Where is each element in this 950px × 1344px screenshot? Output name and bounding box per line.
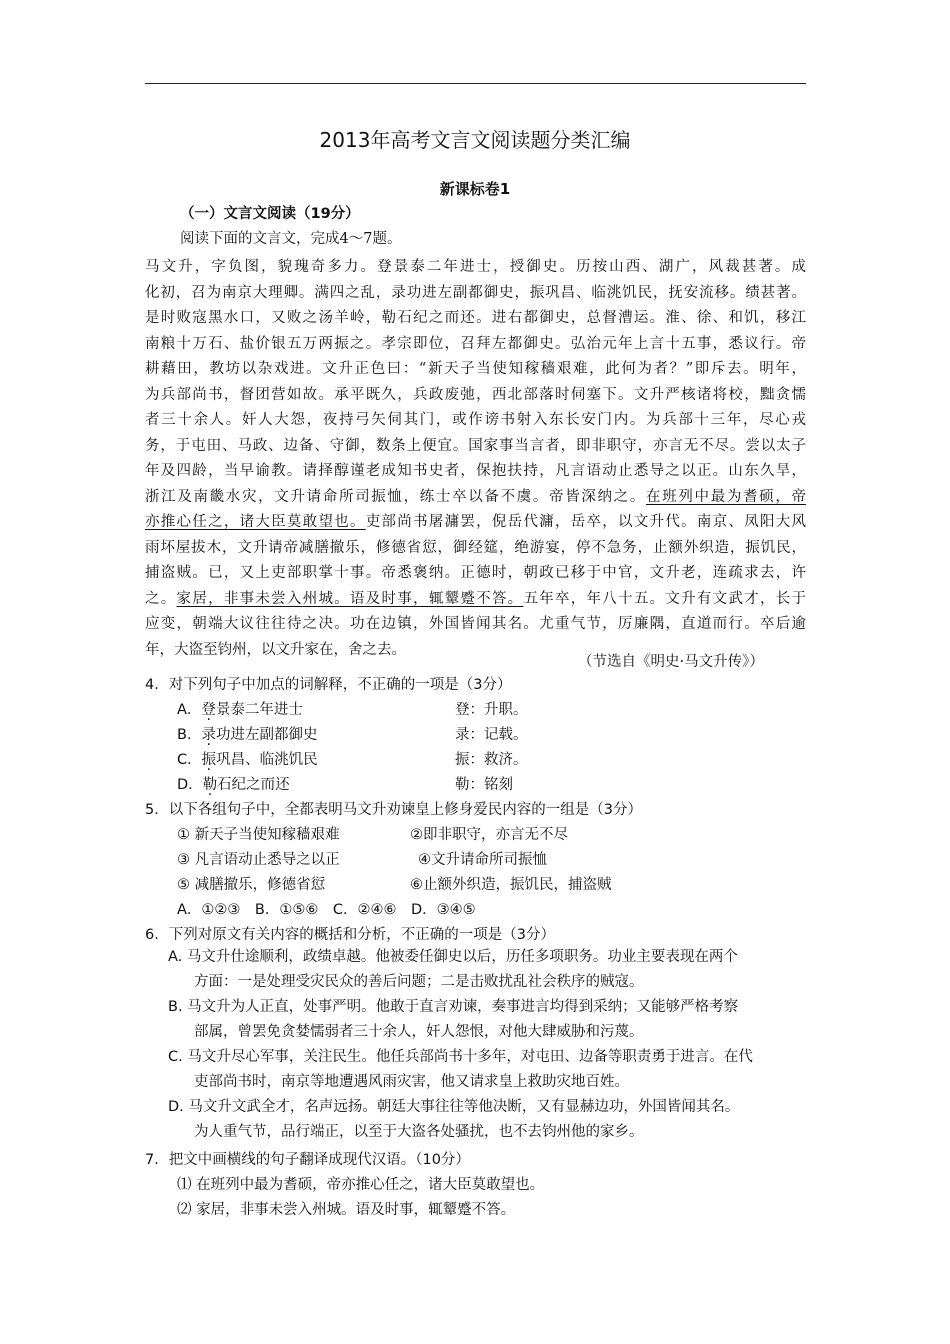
underlined-sentence: 在班列中最为耆硕，帝 [646, 488, 807, 505]
passage-text: 是时败寇黑水口，又败之汤羊岭， [145, 310, 382, 326]
passage-line [145, 383, 806, 409]
option-text: 景泰二年进士 [215, 702, 303, 718]
section-heading: （一）文言文阅读（19分） [180, 206, 360, 222]
underlined-sentence: 亦推心任之，诸大臣莫敢望也。 [145, 514, 366, 530]
question-6-stem: 6．下列对原文有关内容的概括和分析，不正确的一项是（3分） [145, 927, 555, 943]
passage-text: 石纪之而还。进右都御史，总督漕运。淮、徐、和饥，移江 [397, 310, 807, 326]
q6-option-a-line1: A. 马文升仕途顺利，政绩卓越。他被委任御史以后，历任多项职务。功业主要表现在两个 [168, 949, 738, 965]
q7-item-2: ⑵ 家居，非事未尝入州城。语及时事，辄颦蹙不答。 [177, 1202, 516, 1218]
option-letter: A． [177, 702, 202, 718]
passage-text: 马文升，字负图，貌瑰奇多力。 [145, 259, 378, 275]
instruction-text: 阅读下面的文言文，完成4～7题。 [180, 231, 402, 247]
passage-text: 年及四龄，当早谕教。请择醇谨老成知书史者，保抱扶持，凡言语动止悉导之以正。山东久旱， [145, 463, 806, 479]
option-text: 巩昌、临洮饥民 [216, 752, 318, 768]
q6-option-b-line2: 部属，曾罢免贪婪懦弱者三十余人，奸人怨恨，对他大肆威胁和污蔑。 [194, 1024, 644, 1040]
q6-option-b [168, 995, 808, 1045]
q5-choices: A．①②③ B．①⑤⑥ C．②④⑥ D．③④⑤ [177, 902, 476, 918]
header-rule [145, 83, 806, 84]
q5-item-6: ⑥止额外织造，振饥民，捕盗贼 [410, 877, 612, 893]
passage-line [145, 612, 806, 638]
passage-text: 者三十余人。奸人大怨，夜持弓矢伺其门，或作谤书射入东长安门内。为兵部十三年，尽心戎 [145, 412, 806, 428]
q4-gloss-d: 勒：铭刻 [455, 777, 513, 793]
q6-option-d [168, 1095, 808, 1145]
q5-item-1: ① 新天子当使知稼穑艰难 [177, 827, 340, 843]
passage-line [145, 306, 806, 332]
passage-line [145, 408, 806, 434]
passage-line [145, 434, 806, 460]
passage-text: 应变，朝端大议往往待之决。功在边镇，外国皆闻其名。尤重气节，厉廉隅，直道而行。卒后逾 [145, 616, 806, 632]
q5-item-2: ②即非职守，亦言无不尽 [410, 827, 568, 843]
option-text: 功进左副都御史 [215, 727, 318, 743]
passage-line [145, 510, 806, 536]
q5-item-5: ⑤ 减膳撤乐，修德省愆 [177, 877, 326, 893]
passage-text: 务，于屯田、马政、边备、守御，数条上便宜。国家事当言者，即非职守，亦言无不尽。尝以太子 [145, 437, 806, 454]
underlined-sentence: 家居，非事未尝入州城。语及时事，辄颦蹙不答。 [176, 590, 524, 607]
question-4-stem: 4．对下列句子中加点的词解释，不正确的一项是（3分） [145, 677, 512, 693]
question-7-stem: 7．把文中画横线的句子翻译成现代汉语。（10分） [145, 1152, 470, 1168]
emphasized-word: 录 [201, 727, 216, 743]
q4-gloss-c: 振：救济。 [455, 752, 528, 768]
passage-text: 之。 [145, 590, 177, 607]
option-letter: B． [177, 727, 202, 743]
option-text: 石纪之而还 [217, 777, 290, 793]
passage-line [145, 255, 806, 281]
q7-item-1: ⑴ 在班列中最为耆硕，帝亦推心任之，诸大臣莫敢望也。 [177, 1177, 545, 1193]
emphasized-word: 振 [201, 752, 217, 768]
q6-option-b-line1: B. 马文升为人正直，处事严明。他敢于直言劝谏，奏事进言均得到采纳；又能够严格考察 [168, 999, 739, 1015]
passage-text: 景泰二年进士，授御史。历按山西、湖广，风裁甚著。成 [393, 259, 807, 275]
passage-text: 年，大盗至钧州，以文升家在，舍之去。 [145, 641, 406, 658]
classical-passage [145, 255, 806, 663]
document-title: 2013年高考文言文阅读题分类汇编 [319, 128, 631, 152]
passage-text: 功进左副都御史，振巩昌、临洮饥民，抚安流移。绩甚著。 [406, 284, 807, 301]
q4-option-a [177, 698, 303, 719]
option-letter: D． [177, 777, 203, 793]
q6-option-d-line1: D. 马文升文武全才，名声远扬。朝廷大事往往等他决断，又有显赫边功，外国皆闻其名。 [168, 1099, 740, 1115]
q4-option-c [177, 748, 318, 769]
option-letter: C． [177, 752, 202, 768]
q6-option-d-line2: 为人重气节，品行端正，以至于大盗各处骚扰，也不去钧州他的家乡。 [194, 1124, 644, 1140]
q6-option-a-line2: 方面：一是处理受灾民众的善后问题；二是击败扰乱社会秩序的贼寇。 [194, 974, 644, 990]
passage-line [145, 587, 806, 613]
passage-line [145, 561, 806, 587]
question-5-stem: 5．以下各组句子中，全都表明马文升劝谏皇上修身爱民内容的一组是（3分） [145, 802, 642, 818]
passage-text: 浙江及南畿水灾，文升请命所司振恤，练士卒以备不虞。帝皆深纳之。 [145, 488, 647, 505]
passage-text: 化初，召为南京大理卿。满四之乱， [145, 284, 392, 301]
passage-line [145, 281, 806, 307]
q6-option-a [168, 945, 808, 995]
passage-line [145, 357, 806, 383]
emphasized-word: 登 [201, 702, 216, 718]
q6-option-c-line1: C. 马文升尽心军事，关注民生。他任兵部尚书十多年，对屯田、边备等职责勇于进言。在代 [168, 1049, 753, 1065]
passage-text: 五年卒，年八十五。文升有文武才，长于 [523, 590, 807, 607]
emphasized-word: 勒 [202, 777, 218, 793]
emphasized-word: 录 [391, 284, 407, 301]
passage-line [145, 332, 806, 358]
passage-text: 雨坏屋拔木，文升请帝减膳撤乐，修德省愆，御经筵，绝游宴，停不急务，止额外织造，振饥民， [145, 539, 806, 556]
emphasized-word: 勒 [381, 310, 398, 326]
document-subtitle: 新课标卷1 [439, 180, 511, 198]
q6-option-c [168, 1045, 808, 1095]
passage-text: 吏部尚书屠滽罢，倪岳代滽，岳卒，以文升代。南京、凤阳大风 [365, 514, 807, 530]
passage-line [145, 485, 806, 511]
q4-gloss-b: 录：记载。 [455, 727, 528, 743]
passage-text: 为兵部尚书，督团营如故。承平既久，兵政废弛，西北部落时伺塞下。文升严核诸将校，黜贪懦 [145, 386, 806, 403]
passage-text: 耕藉田，教坊以杂戏进。文升正色曰：“新天子当使知稼穑艰难，此何为者？”即斥去。明年， [145, 361, 806, 377]
passage-line [145, 459, 806, 485]
q5-item-3: ③ 凡言语动止悉导之以正 [177, 852, 340, 868]
passage-line [145, 536, 806, 562]
q4-option-d [177, 773, 290, 794]
q4-option-b [177, 723, 317, 744]
emphasized-word: 登 [377, 259, 394, 275]
q5-item-4: ④文升请命所司振恤 [418, 852, 547, 868]
passage-text: 南粮十万石、盐价银五万两振之。孝宗即位，召拜左都御史。弘治元年上言十五事，悉议行。帝 [145, 335, 806, 352]
passage-text: 捕盗贼。已，又上吏部职掌十事。帝悉褒纳。正德时，朝政已移于中官，文升老，连疏求去，许 [145, 565, 806, 581]
q6-option-c-line2: 吏部尚书时，南京等地遭遇风雨灾害，他又请求皇上救助灾地百姓。 [194, 1074, 629, 1090]
passage-source: （节选自《明史·马文升传》） [578, 654, 764, 670]
q4-gloss-a: 登：升职。 [455, 702, 528, 718]
